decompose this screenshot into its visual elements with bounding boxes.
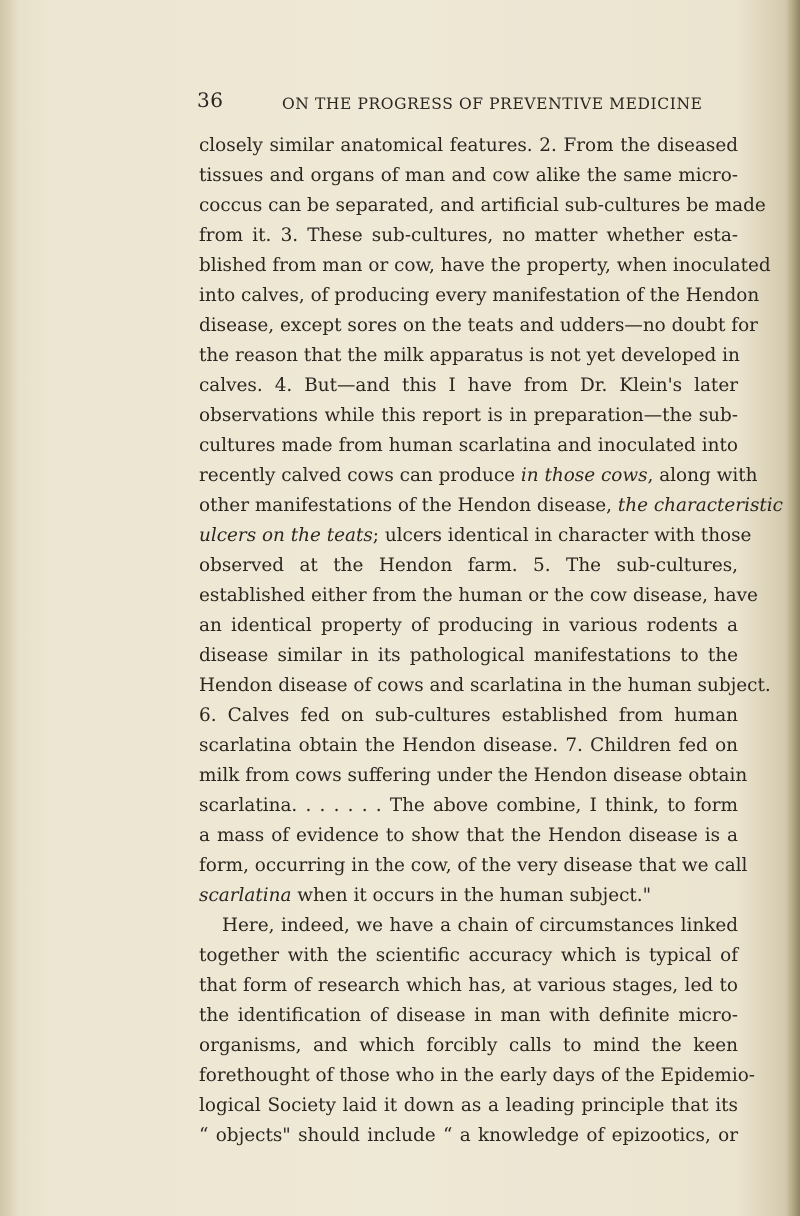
text-line-7: disease, except sores on the teats and udders—no doubt for xyxy=(199,315,758,336)
text-line-30: the identification of disease in man with definite micro- xyxy=(199,1005,738,1026)
text-line-15: observed at the Hendon farm. 5. The sub-cultures, xyxy=(199,555,738,576)
italic-phrase: the characteristic xyxy=(617,495,783,516)
text-line-28: together with the scientific accuracy which is typical of xyxy=(199,945,738,966)
text-line-21: scarlatina obtain the Hendon disease. 7. Children fed on xyxy=(199,735,738,756)
text-line-10: observations while this report is in preparation—the sub- xyxy=(199,405,738,426)
italic-phrase: scarlatina xyxy=(199,885,292,906)
text-run: other manifestations of the Hendon disease, xyxy=(199,495,613,516)
text-line-5: blished from man or cow, have the property, when inoculated xyxy=(199,255,771,276)
text-line-29: that form of research which has, at various stages, led to xyxy=(199,975,738,996)
text-line-16: established either from the human or the cow disease, have xyxy=(199,585,758,606)
text-line-22: milk from cows suffering under the Hendon disease obtain xyxy=(199,765,748,786)
italic-phrase: in those cows xyxy=(520,465,648,486)
running-title: ON THE PROGRESS OF PREVENTIVE MEDICINE xyxy=(282,95,703,113)
text-line-4: from it. 3. These sub-cultures, no matter whether esta- xyxy=(199,225,738,246)
text-line-32: forethought of those who in the early days of the Epidemio- xyxy=(199,1065,755,1086)
text-line-2: tissues and organs of man and cow alike the same micro- xyxy=(199,165,738,186)
text-line-19: Hendon disease of cows and scarlatina in the human subject. xyxy=(199,675,771,696)
text-line-6: into calves, of producing every manifestation of the Hendon xyxy=(199,285,760,306)
text-line-17: an identical property of producing in various rodents a xyxy=(199,615,738,636)
text-run: recently calved cows can produce xyxy=(199,465,516,486)
text-line-3: coccus can be separated, and artificial sub-cultures be made xyxy=(199,195,766,216)
text-line-13 xyxy=(199,491,783,521)
page-number: 36 xyxy=(197,88,224,112)
text-line-18: disease similar in its pathological manifestations to the xyxy=(199,645,738,666)
text-line-34: “ objects" should include “ a knowledge of epizootics, or xyxy=(199,1125,738,1146)
italic-phrase: ulcers on the teats xyxy=(199,525,373,546)
text-line-12 xyxy=(199,461,758,491)
text-line-11: cultures made from human scarlatina and inoculated into xyxy=(199,435,738,456)
text-run: , along with xyxy=(647,465,758,486)
text-line-25: form, occurring in the cow, of the very disease that we call xyxy=(199,855,748,876)
text-line-26 xyxy=(199,881,738,911)
text-line-27: Here, indeed, we have a chain of circumstances linked xyxy=(222,915,738,936)
text-run: when it occurs in the human subject." xyxy=(297,885,652,906)
text-line-14 xyxy=(199,521,752,551)
text-line-20: 6. Calves fed on sub-cultures established from human xyxy=(199,705,738,726)
text-line-24: a mass of evidence to show that the Hendon disease is a xyxy=(199,825,738,846)
text-line-9: calves. 4. But—and this I have from Dr. Klein's later xyxy=(199,375,738,396)
text-run: ; ulcers identical in character with those xyxy=(372,525,752,546)
text-line-23: scarlatina. . . . . . . The above combine, I think, to form xyxy=(199,795,738,816)
text-line-8: the reason that the milk apparatus is not yet developed in xyxy=(199,345,740,366)
text-line-33: logical Society laid it down as a leading principle that its xyxy=(199,1095,738,1116)
text-line-31: organisms, and which forcibly calls to mind the keen xyxy=(199,1035,738,1056)
text-line-1: closely similar anatomical features. 2. From the diseased xyxy=(199,135,738,156)
